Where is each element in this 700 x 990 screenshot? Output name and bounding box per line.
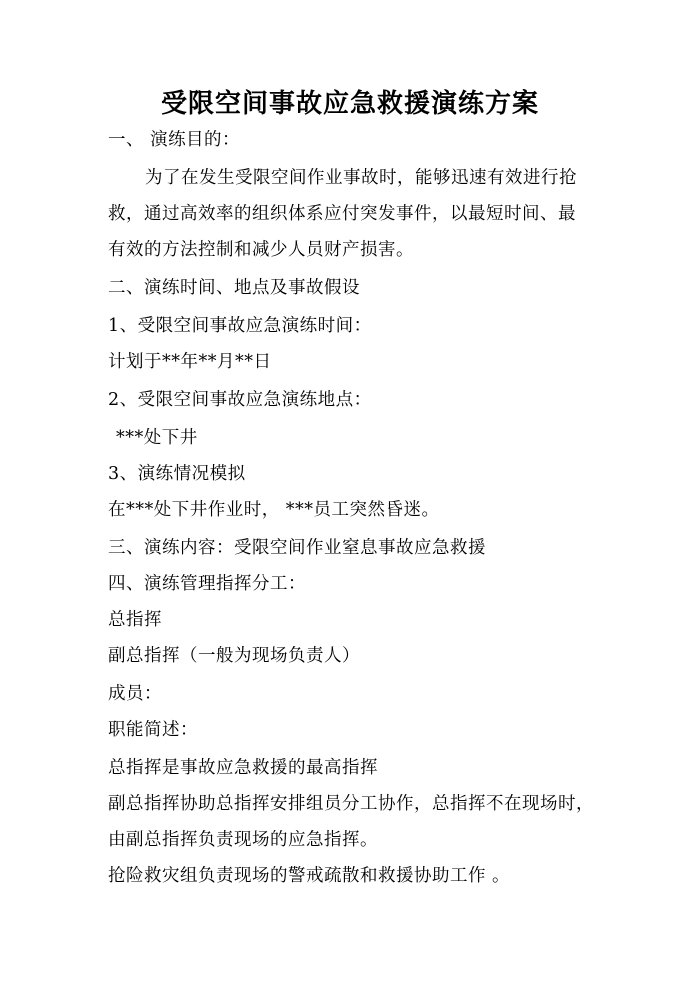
section-4-heading: 四、演练管理指挥分工：	[108, 574, 306, 594]
duty-deputy-line-2: 由副总指挥负责现场的应急指挥。	[108, 830, 378, 850]
drill-time-value: 计划于**年**月**日	[108, 352, 272, 372]
section-1-heading: 一、 演练目的：	[108, 130, 241, 150]
paragraph-line-2: 救，通过高效率的组织体系应付突发事件，以最短时间、最	[108, 204, 576, 224]
duties-heading: 职能简述：	[108, 720, 198, 740]
drill-location-heading: 2、受限空间事故应急演练地点：	[108, 390, 372, 410]
drill-scenario-value: 在***处下井作业时， ***员工突然昏迷。	[108, 500, 440, 520]
drill-time-heading: 1、受限空间事故应急演练时间：	[108, 316, 372, 336]
section-2-heading: 二、演练时间、地点及事故假设	[108, 278, 360, 298]
drill-scenario-heading: 3、演练情况模拟	[108, 464, 246, 484]
section-3-heading: 三、演练内容：受限空间作业窒息事故应急救援	[108, 538, 486, 558]
duty-deputy-line-1: 副总指挥协助总指挥安排组员分工协作，总指挥不在现场时，	[108, 794, 594, 814]
role-members: 成员：	[108, 684, 162, 704]
role-deputy-commander: 副总指挥（一般为现场负责人）	[108, 646, 360, 666]
duty-rescue-team: 抢险救灾组负责现场的警戒疏散和救援协助工作 。	[108, 866, 511, 886]
duty-commander: 总指挥是事故应急救援的最高指挥	[108, 758, 378, 778]
paragraph-line-3: 有效的方法控制和减少人员财产损害。	[108, 240, 414, 260]
role-commander: 总指挥	[108, 610, 162, 630]
drill-location-value: ***处下井	[116, 428, 198, 448]
document-title: 受限空间事故应急救援演练方案	[160, 89, 539, 119]
paragraph-line-1: 为了在发生受限空间作业事故时，能够迅速有效进行抢	[145, 168, 577, 188]
